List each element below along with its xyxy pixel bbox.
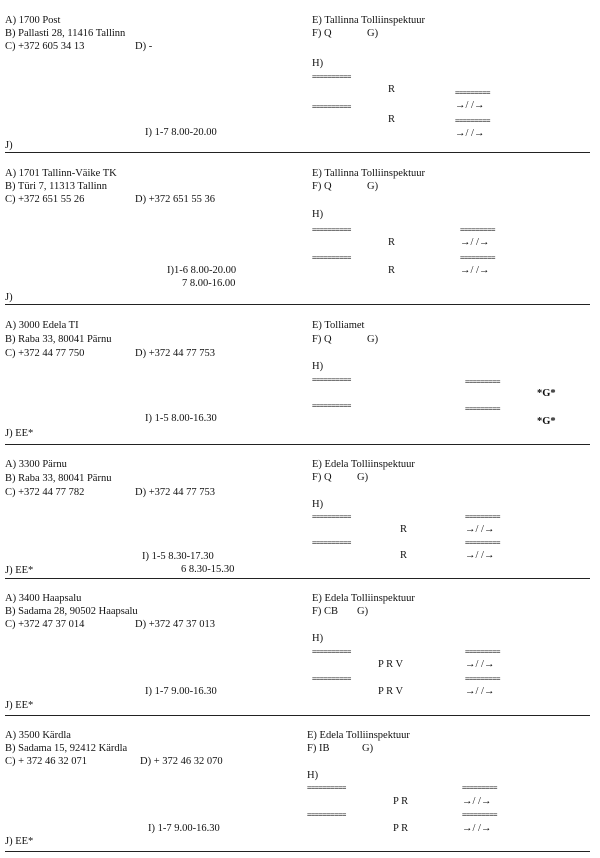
border-marker-right: ========= xyxy=(462,783,497,792)
field-j: J) EE* xyxy=(5,700,34,711)
field-g: G) xyxy=(357,606,369,617)
field-e: E) Edela Tolliinspektuur xyxy=(307,730,410,741)
field-d: D) - xyxy=(135,41,153,52)
field-a: A) 3000 Edela TI xyxy=(5,320,79,331)
field-i: I) 1-7 8.00-20.00 xyxy=(145,127,217,138)
border-marker-left: ========== xyxy=(312,538,351,547)
entry-divider xyxy=(5,578,590,579)
border-marker-left: ========== xyxy=(312,512,351,521)
field-j: J) EE* xyxy=(5,428,34,439)
border-marker-right: ========= xyxy=(465,404,500,413)
border-code: R xyxy=(400,524,408,535)
entry-divider xyxy=(5,715,590,716)
field-h: H) xyxy=(312,58,324,69)
field-c: C) + 372 46 32 071 xyxy=(5,756,88,767)
border-marker-right: ========= xyxy=(455,88,490,97)
field-a: A) 1700 Post xyxy=(5,15,61,26)
field-a: A) 3300 Pärnu xyxy=(5,459,67,470)
field-e: E) Edela Tolliinspektuur xyxy=(312,593,415,604)
field-j: J) EE* xyxy=(5,565,34,576)
field-d: D) + 372 46 32 070 xyxy=(140,756,223,767)
field-f: F) Q xyxy=(312,472,332,483)
border-marker-right: ========= xyxy=(460,225,495,234)
field-h: H) xyxy=(307,770,319,781)
direction-arrows: →/ /→ xyxy=(462,823,492,834)
field-i: I) 1-7 9.00-16.30 xyxy=(148,823,220,834)
field-d: D) +372 651 55 36 xyxy=(135,194,216,205)
field-f: F) CB xyxy=(312,606,338,617)
border-marker-right: ========= xyxy=(465,647,500,656)
border-marker-right: ========= xyxy=(455,116,490,125)
direction-arrows: →/ /→ xyxy=(465,524,495,535)
entry-divider xyxy=(5,851,590,852)
direction-arrows: →/ /→ xyxy=(460,265,490,276)
field-f: F) IB xyxy=(307,743,330,754)
field-d: D) +372 44 77 753 xyxy=(135,348,216,359)
field-f: F) Q xyxy=(312,181,332,192)
border-code: R xyxy=(388,265,396,276)
field-h: H) xyxy=(312,361,324,372)
closed-marker: *G* xyxy=(537,388,556,399)
entry-divider xyxy=(5,304,590,305)
field-b: B) Sadama 15, 92412 Kärdla xyxy=(5,743,128,754)
field-d: D) +372 47 37 013 xyxy=(135,619,216,630)
border-code: R xyxy=(388,114,396,125)
direction-arrows: →/ /→ xyxy=(465,686,495,697)
field-h: H) xyxy=(312,209,324,220)
field-j: J) xyxy=(5,292,13,303)
field-b: B) Türi 7, 11313 Tallinn xyxy=(5,181,108,192)
customs-office-entry xyxy=(5,15,590,150)
field-j: J) xyxy=(5,140,13,151)
border-marker-left: ========== xyxy=(307,810,346,819)
border-marker-left: ========== xyxy=(307,783,346,792)
border-marker-right: ========= xyxy=(462,810,497,819)
field-e: E) Tolliamet xyxy=(312,320,365,331)
direction-arrows: →/ /→ xyxy=(465,550,495,561)
field-e: E) Edela Tolliinspektuur xyxy=(312,459,415,470)
field-c: C) +372 651 55 26 xyxy=(5,194,85,205)
border-marker-right: ========= xyxy=(465,377,500,386)
customs-office-entry xyxy=(5,593,590,715)
field-d: D) +372 44 77 753 xyxy=(135,487,216,498)
border-code: R xyxy=(400,550,408,561)
field-e: E) Tallinna Tolliinspektuur xyxy=(312,168,426,179)
field-g: G) xyxy=(362,743,374,754)
direction-arrows: →/ /→ xyxy=(465,659,495,670)
field-c: C) +372 605 34 13 xyxy=(5,41,85,52)
direction-arrows: →/ /→ xyxy=(460,237,490,248)
field-c: C) +372 44 77 782 xyxy=(5,487,85,498)
border-marker-left: ========== xyxy=(312,401,351,410)
field-a: A) 3500 Kärdla xyxy=(5,730,71,741)
border-code: R xyxy=(388,237,396,248)
field-i-line2: 6 8.30-15.30 xyxy=(181,564,235,575)
border-marker-left: ========== xyxy=(312,253,351,262)
field-b: B) Pallasti 28, 11416 Tallinn xyxy=(5,28,126,39)
field-h: H) xyxy=(312,633,324,644)
field-b: B) Raba 33, 80041 Pärnu xyxy=(5,473,112,484)
field-a: A) 1701 Tallinn-Väike TK xyxy=(5,168,117,179)
border-marker-right: ========= xyxy=(460,253,495,262)
field-g: G) xyxy=(357,472,369,483)
field-c: C) +372 44 77 750 xyxy=(5,348,85,359)
border-marker-right: ========= xyxy=(465,512,500,521)
field-g: G) xyxy=(367,28,379,39)
field-i: I) 1-7 9.00-16.30 xyxy=(145,686,217,697)
field-f: F) Q xyxy=(312,28,332,39)
closed-marker: *G* xyxy=(537,416,556,427)
field-b: B) Sadama 28, 90502 Haapsalu xyxy=(5,606,138,617)
direction-arrows: →/ /→ xyxy=(462,796,492,807)
field-c: C) +372 47 37 014 xyxy=(5,619,85,630)
border-code: P R xyxy=(393,823,409,834)
entry-divider xyxy=(5,444,590,445)
customs-office-entry xyxy=(5,320,590,445)
field-i: I) 1-5 8.00-16.30 xyxy=(145,413,217,424)
field-g: G) xyxy=(367,334,379,345)
field-a: A) 3400 Haapsalu xyxy=(5,593,82,604)
border-marker-right: ========= xyxy=(465,674,500,683)
border-marker-left: ========== xyxy=(312,375,351,384)
border-code: P R V xyxy=(378,686,404,697)
direction-arrows: →/ /→ xyxy=(455,128,485,139)
border-code: P R xyxy=(393,796,409,807)
field-g: G) xyxy=(367,181,379,192)
entry-divider xyxy=(5,152,590,153)
field-i: I)1-6 8.00-20.00 xyxy=(167,265,237,276)
field-b: B) Raba 33, 80041 Pärnu xyxy=(5,334,112,345)
field-h: H) xyxy=(312,499,324,510)
field-i: I) 1-5 8.30-17.30 xyxy=(142,551,214,562)
border-code: R xyxy=(388,84,396,95)
border-marker-left: ========== xyxy=(312,225,351,234)
border-marker-left: ========== xyxy=(312,102,351,111)
customs-office-entry xyxy=(5,168,590,303)
field-j: J) EE* xyxy=(5,836,34,847)
border-marker-left: ========== xyxy=(312,647,351,656)
border-marker-left: ========== xyxy=(312,72,351,81)
field-f: F) Q xyxy=(312,334,332,345)
field-i-line2: 7 8.00-16.00 xyxy=(182,278,236,289)
direction-arrows: →/ /→ xyxy=(455,100,485,111)
border-marker-right: ========= xyxy=(465,538,500,547)
field-e: E) Tallinna Tolliinspektuur xyxy=(312,15,426,26)
border-marker-left: ========== xyxy=(312,674,351,683)
customs-office-entry xyxy=(5,730,590,850)
customs-office-entry xyxy=(5,459,590,579)
border-code: P R V xyxy=(378,659,404,670)
